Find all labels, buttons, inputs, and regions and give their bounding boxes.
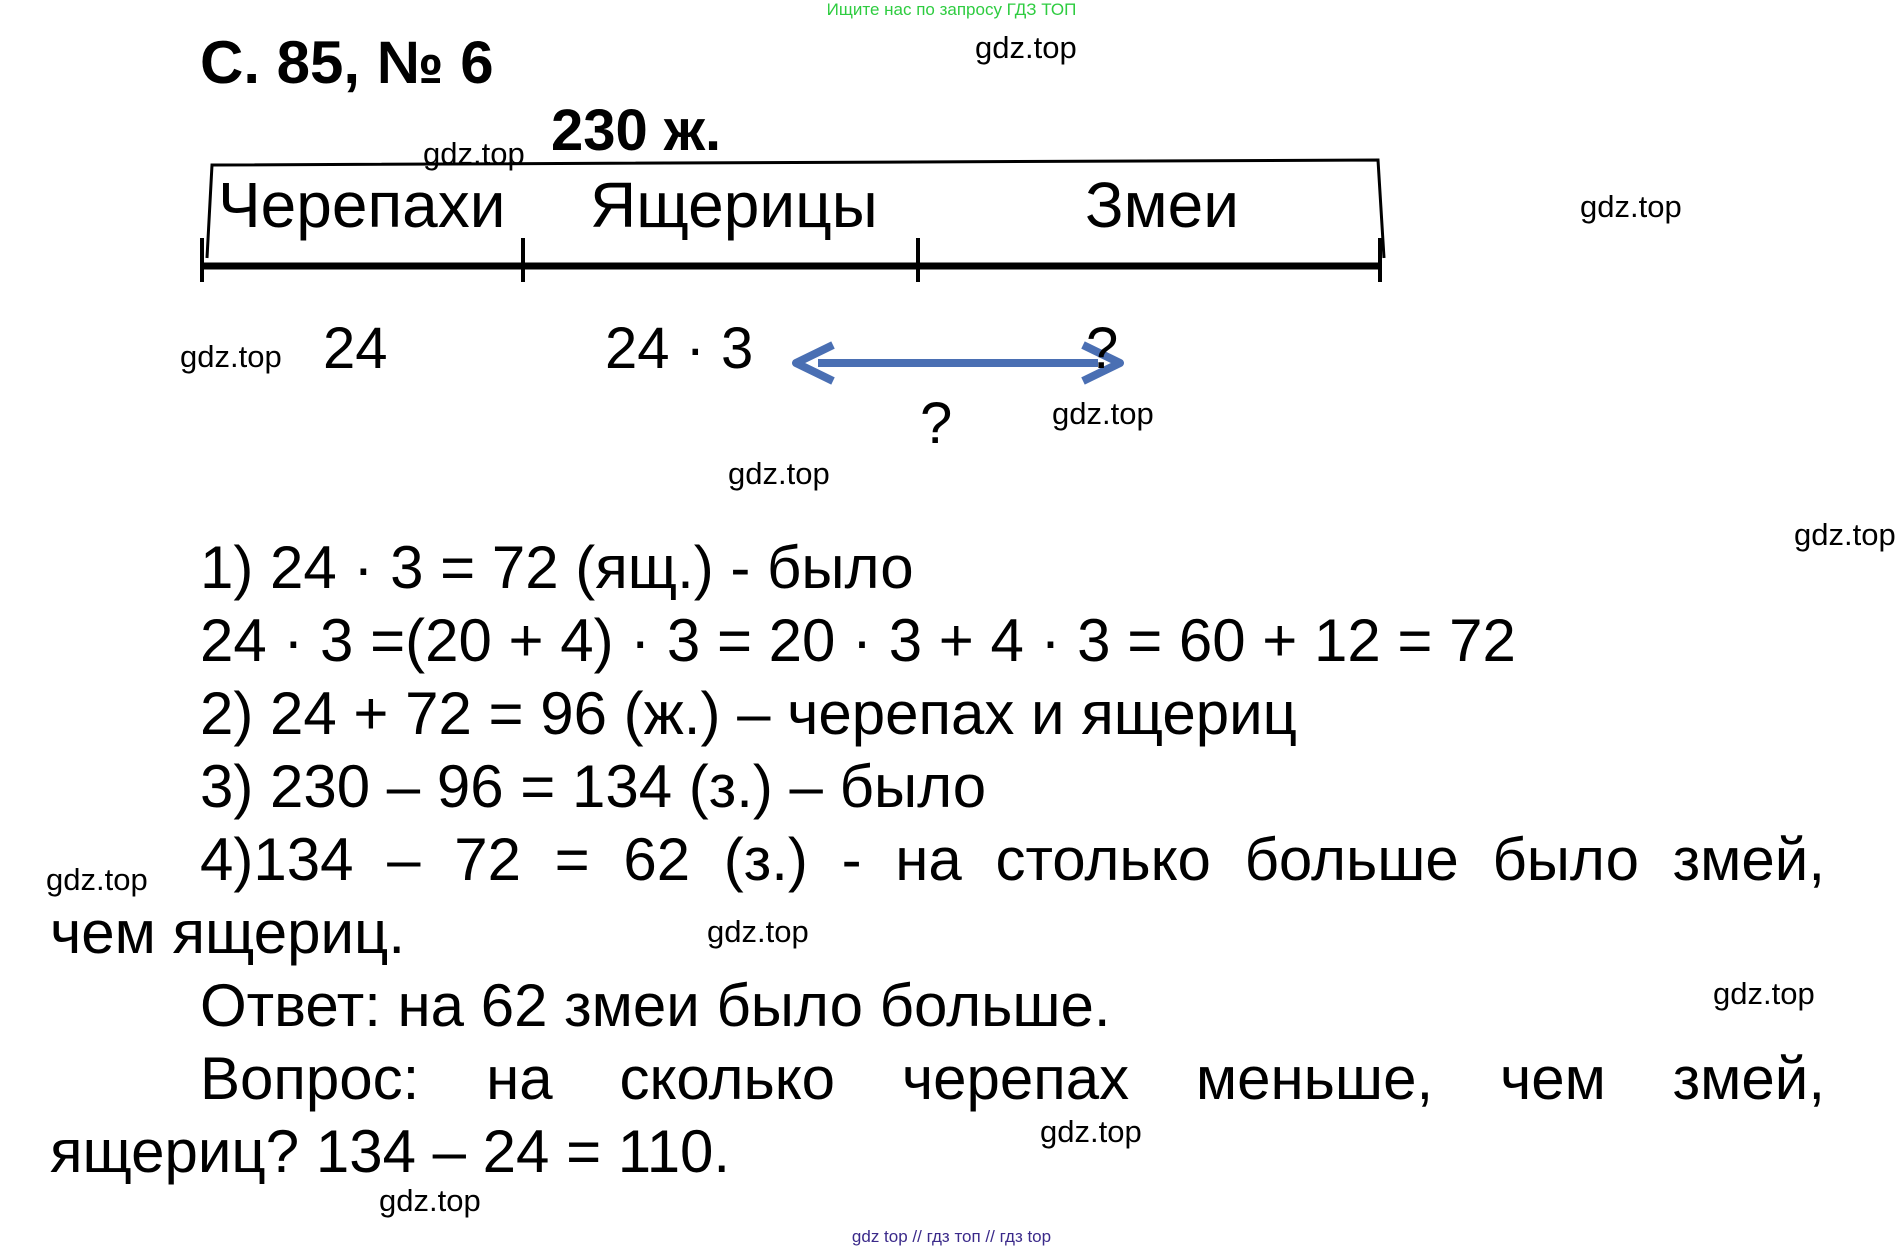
watermark: gdz.top (1040, 1114, 1142, 1149)
watermark: gdz.top (975, 30, 1077, 65)
watermark: gdz.top (707, 914, 809, 949)
solution-step-4-continued: чем ящериц. (50, 899, 406, 966)
segment-label-turtles: Черепахи (218, 169, 506, 241)
watermark: gdz.top (1052, 396, 1154, 431)
segment-label-lizards: Ящерицы (590, 169, 878, 241)
extra-question-continued: ящериц? 134 – 24 = 110. (50, 1118, 731, 1185)
top-banner: Ищите нас по запросу ГДЗ ТОП (826, 0, 1077, 19)
bottom-links[interactable]: gdz top // гдз топ // гдз top (851, 1227, 1052, 1246)
value-snakes: ? (1086, 316, 1119, 381)
value-lizards: 24 · 3 (605, 316, 754, 381)
answer-line: Ответ: на 62 змеи было больше. (200, 972, 1111, 1039)
difference-question-mark: ? (920, 391, 953, 456)
segment-label-snakes: Змеи (1085, 169, 1239, 241)
watermark: gdz.top (46, 862, 148, 897)
watermark: gdz.top (423, 136, 525, 171)
watermark: gdz.top (180, 339, 282, 374)
total-label: 230 ж. (551, 98, 722, 163)
watermark: gdz.top (1794, 517, 1896, 552)
solution-step-1: 1) 24 · 3 = 72 (ящ.) - было (200, 534, 914, 601)
solution-step-4: 4)134 – 72 = 62 (з.) - на столько больше было змей, (200, 826, 1825, 893)
solution-calculation: 24 · 3 =(20 + 4) · 3 = 20 · 3 + 4 · 3 = 60 + 12 = 72 (200, 607, 1516, 674)
watermark: gdz.top (1713, 976, 1815, 1011)
watermark: gdz.top (379, 1183, 481, 1218)
value-turtles: 24 (323, 316, 388, 381)
page-title: С. 85, № 6 (200, 29, 494, 96)
extra-question: Вопрос: на сколько черепах меньше, чем змей, (200, 1045, 1825, 1112)
solution-step-2: 2) 24 + 72 = 96 (ж.) – черепах и ящериц (200, 680, 1298, 747)
solution-step-3: 3) 230 – 96 = 134 (з.) – было (200, 753, 987, 820)
watermark: gdz.top (728, 456, 830, 491)
watermark: gdz.top (1580, 189, 1682, 224)
